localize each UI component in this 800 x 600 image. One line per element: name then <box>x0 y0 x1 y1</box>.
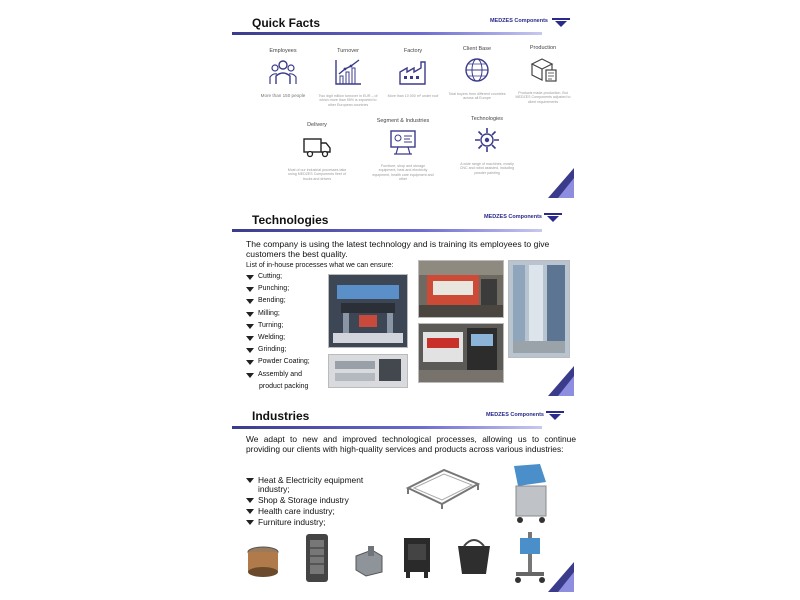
technologies-lead: The company is using the latest technology and is training its employees to give customers the best quality. <box>246 239 550 259</box>
fact-label: Factory <box>403 48 423 54</box>
fact-label: Delivery <box>307 122 327 128</box>
bullet-triangle-icon <box>246 478 254 483</box>
bullet-triangle-icon <box>246 520 254 525</box>
fact-label: Employees <box>269 48 297 54</box>
fact-desc: Products made-production. But MEDZES Components adjusted to client requirements <box>515 91 571 104</box>
industries-lead: We adapt to new and improved technological processes, allowing us to continue providing our clients with high-quality services and products across various industries: <box>246 434 576 454</box>
cabinet-cart-product <box>508 462 552 524</box>
fact-desc: Most of our industrial processes take using MEDZES Components fleet of trucks and drivers <box>287 168 347 181</box>
title-underline <box>232 32 542 35</box>
industry-segments-icon <box>388 127 418 157</box>
steel-frame-product <box>404 466 482 510</box>
fact-desc: Total buyers from different countries across all Europe <box>448 92 506 101</box>
brand-name: MEDZES Components <box>483 214 542 220</box>
list-item: Shop & Storage industry <box>246 496 396 505</box>
fact-label: Segment & Industries <box>376 118 430 124</box>
list-item: Health care industry; <box>246 507 396 516</box>
list-item: Bending; <box>246 297 310 309</box>
patient-lift-product <box>510 528 550 584</box>
fact-factory <box>382 48 444 98</box>
production-box-icon <box>528 54 558 84</box>
quick-facts-slide <box>232 12 574 198</box>
title-underline <box>232 229 542 232</box>
fact-desc: More than 150 people <box>260 93 306 98</box>
fact-client-base <box>446 46 508 101</box>
list-item: Turning; <box>246 322 310 334</box>
title-underline <box>232 426 542 429</box>
employees-icon <box>268 57 298 87</box>
bullet-triangle-icon <box>246 336 254 341</box>
bullet-triangle-icon <box>246 509 254 514</box>
fact-employees <box>252 48 314 98</box>
metal-bracket-product <box>352 544 386 578</box>
industries-title: Industries <box>252 409 310 423</box>
list-item: Milling; <box>246 310 310 322</box>
fact-label: Production <box>529 45 557 51</box>
brand-logo-icon <box>552 18 570 27</box>
technologies-slide <box>232 208 574 396</box>
brand-logo-icon <box>546 411 564 420</box>
list-item: Powder Coating; <box>246 358 310 370</box>
fact-technologies <box>456 116 518 175</box>
bullet-triangle-icon <box>246 299 254 304</box>
bullet-triangle-icon <box>246 498 254 503</box>
bullet-triangle-icon <box>246 287 254 292</box>
fact-delivery <box>286 122 348 181</box>
quick-facts-title: Quick Facts <box>252 16 321 30</box>
technology-gear-icon <box>472 125 502 155</box>
sheet-metal-photo <box>328 354 408 388</box>
bullet-triangle-icon <box>246 373 254 378</box>
growth-chart-icon <box>333 57 363 87</box>
factory-icon <box>398 57 428 87</box>
basket-product <box>454 534 494 578</box>
brand-name: MEDZES Components <box>489 18 548 24</box>
fact-desc: Furniture, shop and storage equipment, heat and electricity equipment, health care equipment and other <box>372 164 434 182</box>
bullet-triangle-icon <box>246 312 254 317</box>
fact-label: Client Base <box>462 46 492 52</box>
fact-desc: More than 10 000 m² under roof <box>387 94 439 98</box>
laser-cutter-photo <box>418 260 504 318</box>
list-item: Furniture industry; <box>246 518 396 527</box>
industry-list <box>246 476 396 529</box>
brand-name: MEDZES Components <box>485 412 544 418</box>
list-item: Assembly and <box>246 371 310 383</box>
press-brake-photo <box>328 274 408 348</box>
bullet-triangle-icon <box>246 348 254 353</box>
bullet-triangle-icon <box>246 324 254 329</box>
technologies-title: Technologies <box>252 213 329 227</box>
grill-plate-product <box>300 530 334 586</box>
fact-label: Technologies <box>470 116 504 122</box>
technologies-sub: List of in-house processes what we can ensure: <box>246 262 394 269</box>
powder-coating-booth-photo <box>508 260 570 358</box>
fact-turnover <box>317 48 379 107</box>
stove-product <box>400 534 434 580</box>
bullet-triangle-icon <box>246 275 254 280</box>
corner-decoration-icon <box>548 562 574 592</box>
fact-desc: Two digit million turnover in EUR – of which more than 95% is exported to other European countries <box>318 94 378 107</box>
fact-segment-industries <box>372 118 434 182</box>
list-item: Heat & Electricity equipment industry; <box>246 476 396 494</box>
industries-slide <box>232 404 574 592</box>
process-list <box>246 273 310 395</box>
fact-label: Turnover <box>337 48 359 54</box>
corner-decoration-icon <box>548 168 574 198</box>
fact-production <box>512 45 574 104</box>
delivery-truck-icon <box>302 131 332 161</box>
list-item: Punching; <box>246 285 310 297</box>
list-item: Welding; <box>246 334 310 346</box>
round-heater-product <box>246 544 280 580</box>
brand-logo-icon <box>544 213 562 222</box>
bullet-triangle-icon <box>246 360 254 365</box>
fact-desc: A wide range of machines, mostly CNC and robot assisted, including powder painting <box>459 162 515 175</box>
list-item: Cutting; <box>246 273 310 285</box>
client-globe-icon <box>462 55 492 85</box>
corner-decoration-icon <box>548 366 574 396</box>
list-item: Grinding; <box>246 346 310 358</box>
list-item: product packing <box>259 382 309 390</box>
punching-machine-photo <box>418 323 504 383</box>
